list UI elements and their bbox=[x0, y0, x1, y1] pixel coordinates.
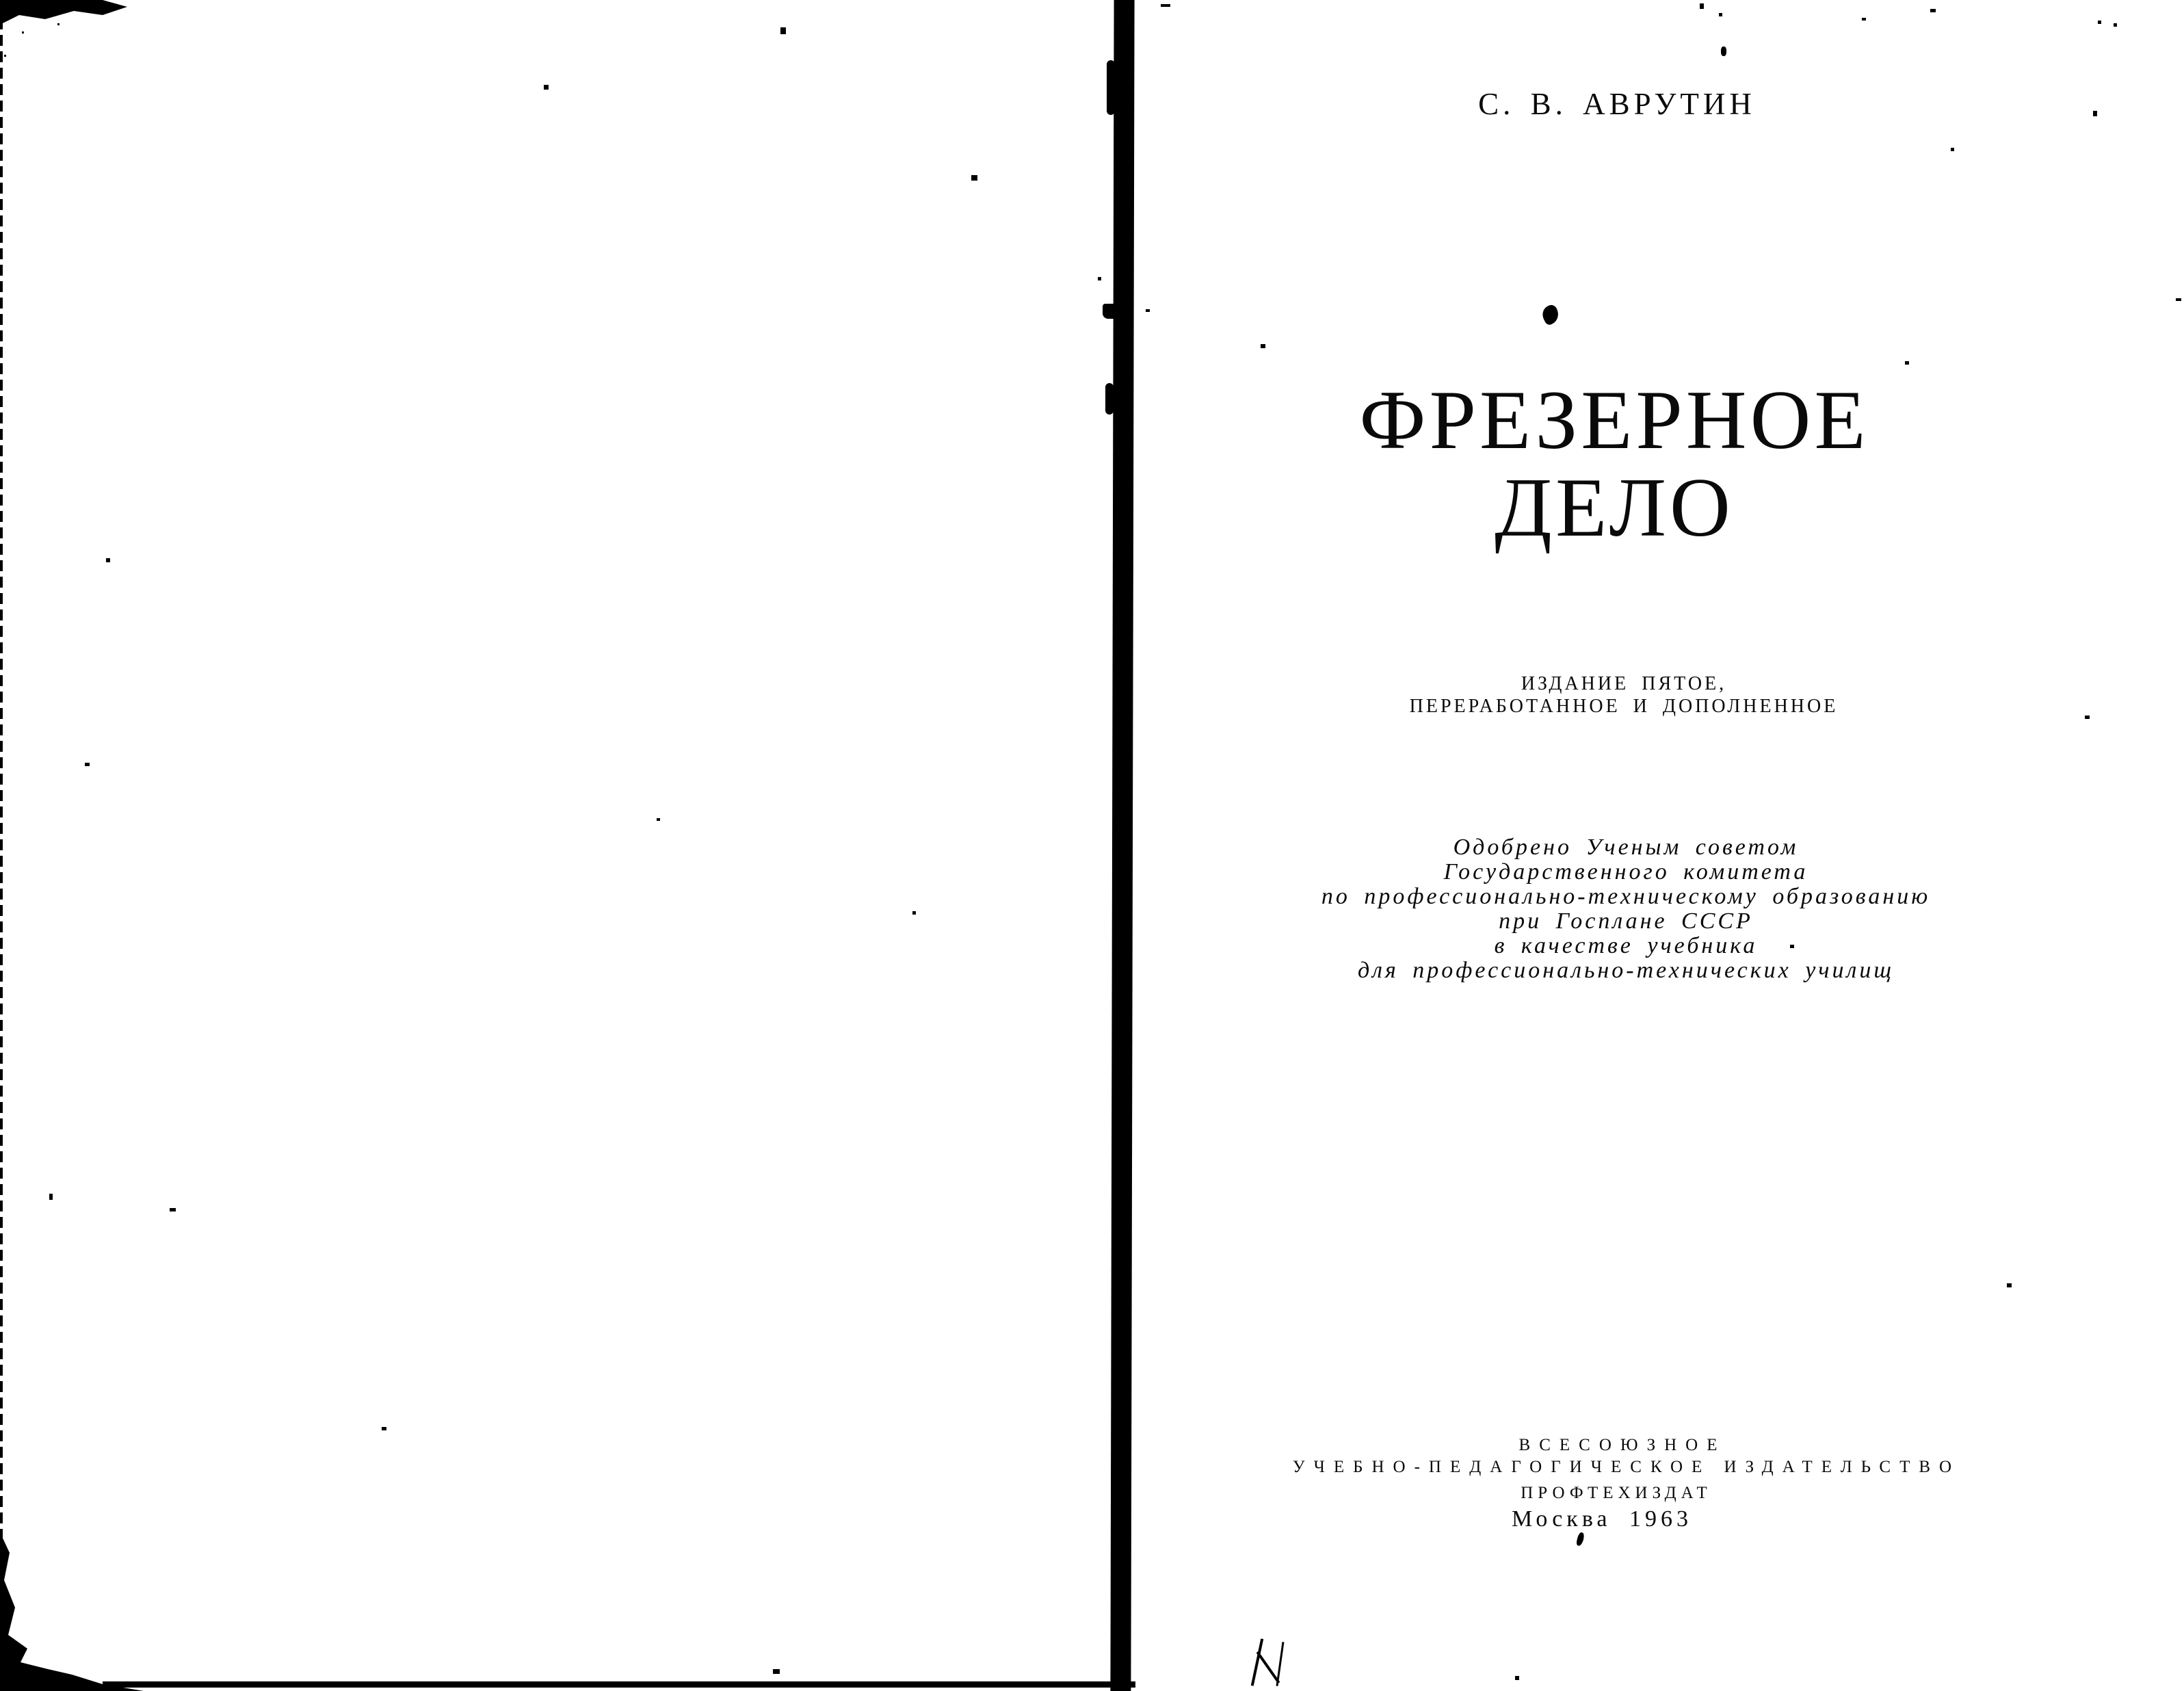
publisher-line-1: ВСЕСОЮЗНОЕ bbox=[1518, 1436, 1726, 1454]
approval-line-6: для профессионально-технических училищ bbox=[1357, 958, 1895, 983]
spine-ink-protrusion bbox=[1103, 304, 1120, 319]
ink-speck bbox=[2085, 716, 2090, 719]
ink-speck bbox=[49, 1194, 53, 1200]
edition-line-1: ИЗДАНИЕ ПЯТОЕ, bbox=[1521, 673, 1727, 694]
ink-speck bbox=[1951, 148, 1954, 151]
book-spine-band bbox=[1110, 0, 1134, 1691]
ink-speck bbox=[2093, 111, 2097, 116]
book-title-line-1: ФРЕЗЕРНОЕ bbox=[1359, 373, 1869, 467]
ink-blob-top-left bbox=[0, 0, 137, 31]
ink-speck bbox=[2114, 23, 2117, 27]
bottom-edge-streak bbox=[103, 1681, 1135, 1688]
ink-blob-bottom-left bbox=[0, 1532, 144, 1691]
ink-speck bbox=[1905, 361, 1909, 365]
page-edge-line bbox=[0, 2, 3, 1691]
ink-drop-above-title bbox=[1539, 303, 1562, 326]
approval-line-5: в качестве учебника bbox=[1494, 933, 1758, 958]
ink-speck bbox=[1515, 1676, 1519, 1680]
ink-speck bbox=[773, 1669, 780, 1674]
ink-speck bbox=[382, 1427, 386, 1430]
ink-scratch bbox=[1276, 1642, 1284, 1686]
ink-speck bbox=[1862, 18, 1866, 21]
ink-speck bbox=[1700, 3, 1704, 9]
approval-line-2: Государственного комитета bbox=[1443, 859, 1808, 884]
ink-mark-below-imprint bbox=[1576, 1532, 1586, 1547]
ink-speck bbox=[1719, 13, 1722, 16]
ink-speck bbox=[1098, 277, 1101, 280]
edition-line-2: ПЕРЕРАБОТАННОЕ И ДОПОЛНЕННОЕ bbox=[1409, 696, 1839, 717]
ink-speck bbox=[657, 818, 660, 821]
ink-speck bbox=[780, 27, 786, 34]
ink-speck bbox=[2098, 21, 2101, 24]
spine-ink-bump bbox=[1105, 383, 1114, 415]
approval-line-4: при Госплане СССР bbox=[1499, 908, 1753, 934]
author-name: С. В. АВРУТИН bbox=[1478, 87, 1756, 121]
approval-line-3: по профессионально-техническому образованию bbox=[1321, 884, 1931, 909]
ink-speck bbox=[2176, 298, 2181, 301]
ink-speck bbox=[1161, 4, 1170, 7]
ink-scratch bbox=[1251, 1638, 1263, 1686]
ink-speck bbox=[1930, 9, 1936, 12]
ink-speck bbox=[2007, 1283, 2012, 1287]
publisher-line-2: УЧЕБНО-ПЕДАГОГИЧЕСКОЕ ИЗДАТЕЛЬСТВО bbox=[1292, 1458, 1961, 1476]
ink-speck bbox=[170, 1208, 176, 1211]
ink-speck bbox=[1790, 945, 1794, 948]
spine-ink-bump bbox=[1107, 60, 1115, 115]
ink-speck bbox=[912, 911, 916, 915]
ink-speck bbox=[544, 85, 549, 90]
book-title-line-2: ДЕЛО bbox=[1495, 460, 1734, 554]
ink-speck bbox=[1146, 309, 1150, 312]
ink-speck bbox=[971, 175, 977, 181]
ink-speck bbox=[106, 558, 110, 562]
ink-speck bbox=[1261, 344, 1265, 348]
publisher-line-3: ПРОФТЕХИЗДАТ bbox=[1521, 1484, 1712, 1502]
ink-speck bbox=[1721, 47, 1726, 56]
city-year-line: Москва 1963 bbox=[1511, 1506, 1693, 1532]
ink-speck bbox=[85, 763, 90, 766]
approval-line-1: Одобрено Ученым советом bbox=[1453, 835, 1799, 860]
